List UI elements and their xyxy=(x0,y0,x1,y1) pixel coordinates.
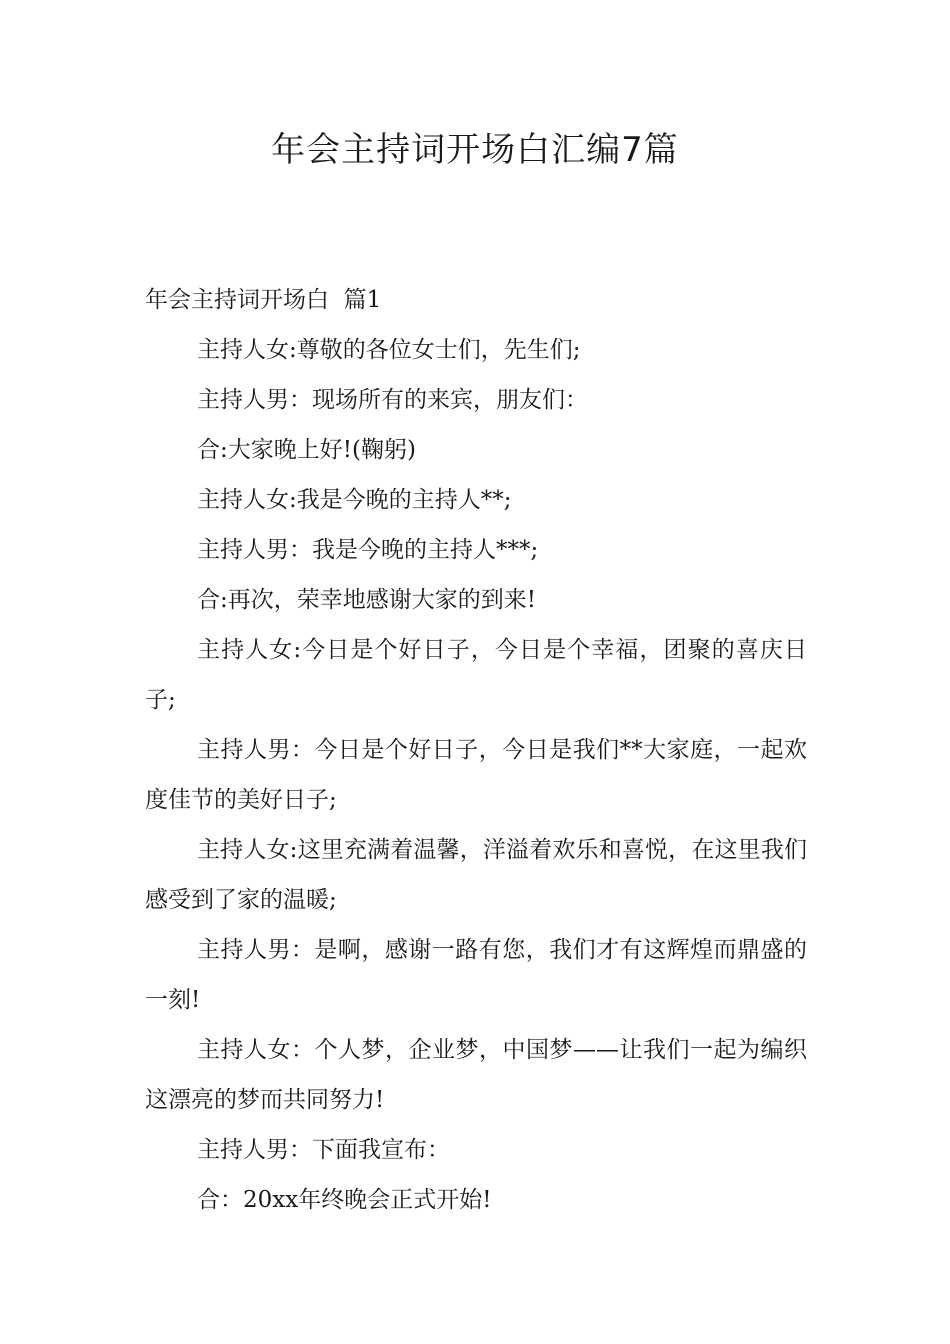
paragraph: 主持人女：个人梦，企业梦，中国梦——让我们一起为编织这漂亮的梦而共同努力! xyxy=(145,1037,807,1113)
paragraph: 主持人男：是啊，感谢一路有您，我们才有这辉煌而鼎盛的一刻! xyxy=(145,937,807,1013)
paragraph: 合:大家晚上好!(鞠躬) xyxy=(197,437,416,463)
section-heading: 年会主持词开场白 篇1 xyxy=(145,287,382,313)
paragraph: 主持人女:我是今晚的主持人**; xyxy=(197,487,512,513)
paragraph: 主持人男：我是今晚的主持人***; xyxy=(197,537,539,563)
paragraph: 合：20xx年终晚会正式开始! xyxy=(197,1187,492,1213)
document-title: 年会主持词开场白汇编7篇 xyxy=(271,130,679,170)
paragraph: 主持人男：今日是个好日子，今日是我们**大家庭，一起欢度佳节的美好日子; xyxy=(145,737,807,813)
paragraph: 主持人男：现场所有的来宾，朋友们： xyxy=(197,387,588,413)
paragraph: 合:再次，荣幸地感谢大家的到来! xyxy=(197,587,536,613)
paragraph: 主持人女:尊敬的各位女士们，先生们; xyxy=(197,337,581,363)
paragraph: 主持人女:这里充满着温馨，洋溢着欢乐和喜悦，在这里我们感受到了家的温暖; xyxy=(145,837,807,913)
paragraph: 主持人男：下面我宣布： xyxy=(197,1137,450,1163)
paragraph: 主持人女:今日是个好日子，今日是个幸福，团聚的喜庆日子; xyxy=(145,637,807,713)
document-body xyxy=(145,275,807,1225)
